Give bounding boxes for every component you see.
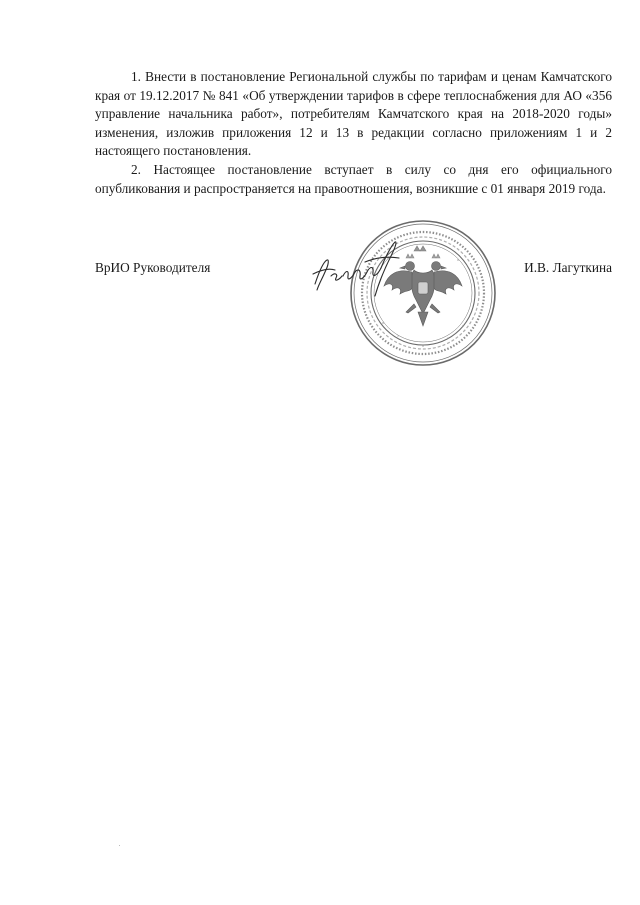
handwritten-signature-icon — [305, 232, 405, 302]
scan-speck — [119, 845, 120, 846]
paragraph-1: 1. Внести в постановление Региональной службы по тарифам и ценам Камчатского края от 19.12.2017 № 841 «Об утверждении тарифов в сфере теплоснабжения для АО «356 управление начальника работ», потребителям Камчатского края на 2018-2020 годы» изменения, изложив приложения 12 и 13 в редакции согласно приложениям 1 и 2 настоящего постановления. — [95, 69, 612, 159]
document-body — [95, 68, 612, 198]
signatory-name: И.В. Лагуткина — [524, 260, 612, 275]
position-title: ВрИО Руководителя — [95, 260, 211, 275]
paragraph-2: 2. Настоящее постановление вступает в силу со дня его официального опубликования и распространяется на правоотношения, возникшие с 01 января 2019 года. — [95, 161, 612, 196]
